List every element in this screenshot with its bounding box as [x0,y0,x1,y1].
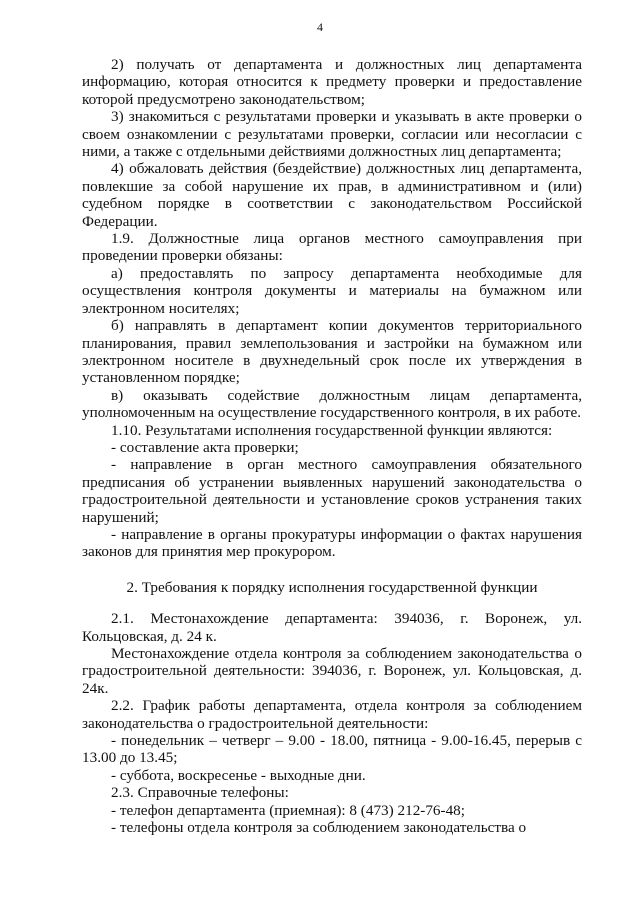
paragraph-right-2: 2) получать от департамента и должностных лиц департамента информацию, которая относится к предмету проверки и предоставление которой предусмотрено законодательством; [82,56,582,108]
paragraph-control-location: Местонахождение отдела контроля за соблюдением законодательства о градостроительной деятельности: 394036, г. Воронеж, ул. Кольцовская, д. 24к. [82,645,582,697]
list-item-act: - составление акта проверки; [111,438,299,456]
paragraph-right-3: 3) знакомиться с результатами проверки и указывать в акте проверки о своем ознакомлении с результатами проверки, согласии или несогласии с ними, а также с отдельными действиями должностных лиц департамента; [82,108,582,161]
page-number: 4 [317,20,323,34]
paragraph-2-3: 2.3. Справочные телефоны: [111,784,289,802]
paragraph-duty-b: б) направлять в департамент копии документов территориального планирования, правил землепользования и застройки на бумажном или электронном носителе в двухнедельный срок после их утверждения в установленном порядке; [82,317,582,387]
list-item-prescription: - направление в орган местного самоуправления обязательного предписания об устранении выявленных нарушений законодательства о градостроительной деятельности и установление сроков устранения таких нарушений; [82,456,582,526]
list-item-weekdays: - понедельник – четверг – 9.00 - 18.00, пятница - 9.00-16.45, перерыв с 13.00 до 13.45; [82,732,582,767]
list-item-phone-control: - телефоны отдела контроля за соблюдением законодательства о [111,819,527,837]
paragraph-1-10: 1.10. Результатами исполнения государственной функции являются: [111,421,553,439]
paragraph-right-4: 4) обжаловать действия (бездействие) должностных лиц департамента, повлекшие за собой нарушение их прав, в административном и (или) судебном порядке в соответствии с законодательством Российской Федерации. [82,160,582,230]
paragraph-duty-a: а) предоставлять по запросу департамента необходимые для осуществления контроля документы и материалы на бумажном или электронном носителях; [82,264,582,317]
paragraph-2-1: 2.1. Местонахождение департамента: 394036, г. Воронеж, ул. Кольцовская, д. 24 к. [82,610,582,645]
paragraph-1-9: 1.9. Должностные лица органов местного самоуправления при проведении проверки обязаны: [82,230,582,265]
list-item-phone-reception: - телефон департамента (приемная): 8 (473) 212-76-48; [111,801,465,819]
list-item-weekend: - суббота, воскресенье - выходные дни. [111,766,366,784]
section-heading: 2. Требования к порядку исполнения государственной функции [126,578,538,596]
list-item-prosecutor: - направление в органы прокуратуры информации о фактах нарушения законов для принятия мер прокурором. [82,525,582,561]
document-body [82,56,582,836]
paragraph-2-2: 2.2. График работы департамента, отдела контроля за соблюдением законодательства о градостроительной деятельности: [82,697,582,732]
paragraph-duty-v: в) оказывать содействие должностным лицам департамента, уполномоченным на осуществление государственного контроля, в их работе. [82,386,582,422]
